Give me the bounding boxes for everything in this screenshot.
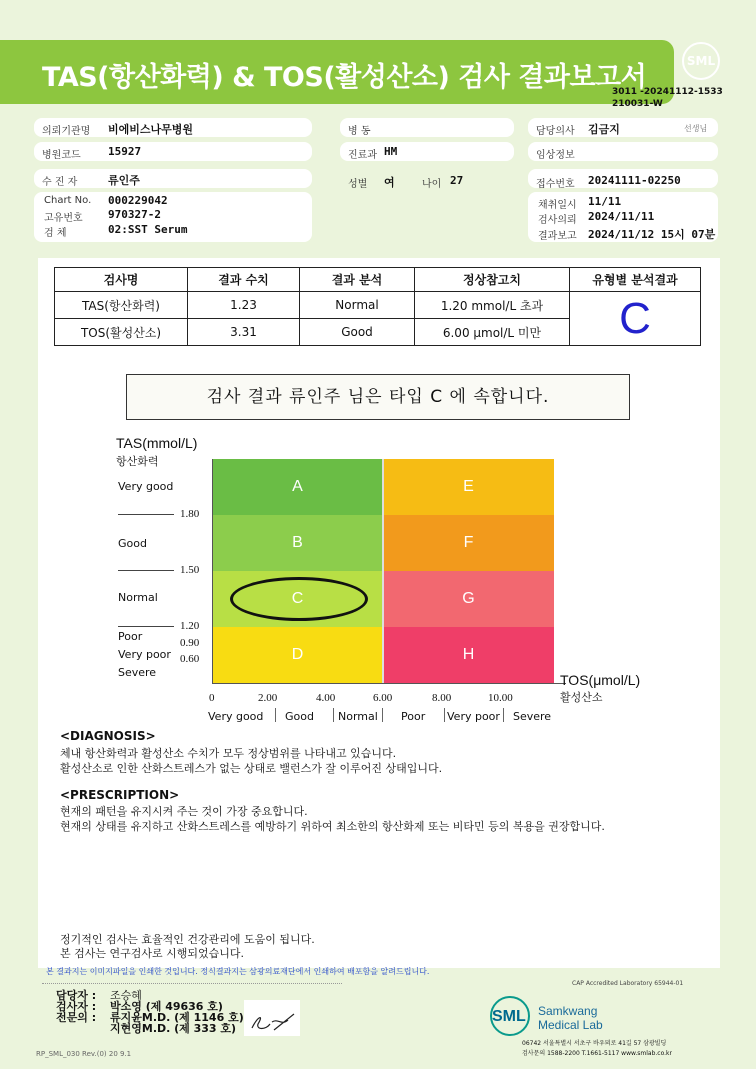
y-cat-poor: Poor [118,630,143,643]
dept-label: 진료과 [348,150,377,161]
y-tick: 0.60 [180,653,200,665]
x-tick: 4.00 [316,692,336,704]
prescription-heading: <PRESCRIPTION> [60,788,180,802]
zone-label: G [462,590,475,607]
x-tick: 8.00 [432,692,452,704]
patient-value: 류인주 [108,174,140,187]
center-divider [382,459,384,683]
form-id: RP_SML_030 Rev.(0) 20 9.1 [36,1050,132,1058]
zone-g [383,571,554,627]
summary-box: 검사 결과 류인주 님은 타입 C 에 속합니다. [126,374,630,420]
sml-footer-logo: SML [492,1008,526,1025]
y-cat-severe: Severe [118,666,157,679]
x-axis-title-kr: 활성산소 [560,691,603,704]
y-cat-very-good: Very good [118,480,174,493]
report-title: TAS(항산화력) & TOS(활성산소) 검사 결과보고서 [42,62,647,93]
doc-id [612,86,723,110]
id-label: 고유번호 [44,213,83,224]
x-axis-title: TOS(μmol/L) [560,672,641,688]
expert-2: 지현영M.D. (제 333 호) [110,1022,237,1035]
staff-value: 조승혜 [110,989,142,1002]
y-tick: 0.90 [180,637,200,649]
zone-d [212,627,383,683]
report-value: 2024/11/12 15시 07분 [588,228,716,241]
note-line-2: 본 검사는 연구검사로 시행되었습니다. [60,947,245,960]
image-print-warning: 본 결과지는 이미지파일을 인쇄한 것입니다. 정식결과지는 삼광의료재단에서 인쇄하여 배포함을 알려드립니다. [46,967,430,976]
highlight-ellipse [230,577,368,621]
code-label: 병원코드 [42,150,81,161]
expert-label: 전문의 : [56,1011,97,1024]
y-cat-very-poor: Very poor [118,648,171,661]
specimen-value: 02:SST Serum [108,223,188,236]
x-cat-very-good: Very good [208,710,264,723]
tos-analysis: Good [300,319,415,346]
lab-address: 06742 서울특별시 서초구 바우뫼로 41길 57 삼광빌딩 [522,1040,667,1047]
note-line-1: 정기적인 검사는 효율적인 건강관리에 도움이 됩니다. [60,933,315,946]
zone-label: H [462,646,475,663]
y-divider [118,626,174,627]
dept-value: HM [384,145,398,158]
tester-value: 박소영 (제 49636 호) [110,1000,223,1013]
expert-1: 류지윤M.D. (제 1146 호) [110,1011,244,1024]
code-value: 15927 [108,145,142,158]
col-reference: 정상참고치 [415,268,570,292]
tas-analysis: Normal [300,292,415,319]
type-result-cell [570,292,701,346]
staff-label: 담당자 : [56,989,97,1002]
tas-name: TAS(항산화력) [55,292,188,319]
x-tick: 0 [209,692,215,704]
results-table [54,267,701,346]
sex-value: 여 [384,176,395,189]
hospital-value: 비에비스나무병원 [108,123,194,136]
y-tick: 1.20 [180,620,200,632]
y-divider [118,514,174,515]
results-header-row [55,268,701,292]
type-grid [212,459,554,683]
sex-label: 성별 [348,179,368,190]
sml-logo: SML [682,42,720,80]
cap-accreditation: CAP Accredited Laboratory 65944-01 [572,980,684,987]
zone-e [383,459,554,515]
zone-label: F [463,534,474,551]
table-row [55,292,701,319]
y-tick: 1.80 [180,508,200,520]
zone-label: C [291,590,304,607]
report-label: 결과보고 [538,231,577,242]
x-axis-line [212,683,566,684]
patient-label: 수 진 자 [42,177,78,188]
y-tick: 1.50 [180,564,200,576]
age-value: 27 [450,174,464,187]
doctor-label: 담당의사 [536,126,575,137]
lab-name-1: Samkwang [538,1004,598,1018]
col-type: 유형별 분석결과 [570,268,701,292]
clinical-label: 임상정보 [536,150,575,161]
tester-label: 검사자 : [56,1000,97,1013]
tos-value: 3.31 [188,319,300,346]
y-axis-title: TAS(mmol/L) [116,435,198,451]
zone-f [383,515,554,571]
x-cat-very-poor: Very poor [447,710,500,723]
y-cat-normal: Normal [118,591,158,604]
zone-a [212,459,383,515]
zone-label: A [292,478,303,495]
type-result: C [619,293,651,343]
x-divider [382,708,383,722]
request-label: 검사의뢰 [538,215,577,226]
y-cat-good: Good [118,537,147,550]
col-test-name: 검사명 [55,268,188,292]
x-divider [275,708,276,722]
x-cat-good: Good [285,710,314,723]
zone-label: B [292,534,303,551]
x-tick: 10.00 [488,692,513,704]
col-analysis: 결과 분석 [300,268,415,292]
y-axis-line [212,459,213,683]
lab-name-2: Medical Lab [538,1018,603,1032]
zone-label: E [463,478,474,495]
signature-image [244,1000,300,1036]
chart-value: 000229042 [108,194,168,207]
zone-b [212,515,383,571]
lab-phone: 검사문의 1588-2200 T.1661-5117 www.smlab.co.kr [522,1050,672,1057]
id-value: 970327-2 [108,208,161,221]
x-tick: 2.00 [258,692,278,704]
doctor-suffix: 선생님 [684,124,708,133]
request-value: 2024/11/11 [588,210,655,223]
y-axis-title-kr: 항산화력 [116,455,159,468]
diagnosis-line-2: 활성산소로 인한 산화스트레스가 없는 상태로 밸런스가 잘 이루어진 상태입니다. [60,762,443,775]
doc-id-2: 210031-W [612,99,663,109]
diagnosis-heading: <DIAGNOSIS> [60,729,156,743]
ward-label: 병 동 [348,126,371,137]
tas-value: 1.23 [188,292,300,319]
collect-value: 11/11 [588,195,622,208]
specimen-label: 검 체 [44,228,67,239]
zone-h [383,627,554,683]
chart-label: Chart No. [44,195,92,206]
x-cat-severe: Severe [513,710,552,723]
y-divider [118,570,174,571]
x-divider [503,708,504,722]
age-label: 나이 [422,179,442,190]
x-cat-poor: Poor [401,710,426,723]
reception-value: 20241111-02250 [588,174,681,187]
doctor-value: 김금지 [588,123,620,136]
diagnosis-line-1: 체내 항산화력과 활성산소 수치가 모두 정상범위를 나타내고 있습니다. [60,747,397,760]
tos-name: TOS(활성산소) [55,319,188,346]
zone-label: D [291,646,304,663]
collect-label: 채취일시 [538,200,577,211]
x-divider [333,708,334,722]
reception-label: 접수번호 [536,179,575,190]
x-divider [444,708,445,722]
prescription-line-1: 현재의 패턴을 유지시켜 주는 것이 가장 중요합니다. [60,805,308,818]
prescription-line-2: 현재의 상태를 유지하고 산화스트레스를 예방하기 위하여 최소한의 항산화제 또는 비타민 등의 복용을 권장합니다. [60,820,605,833]
x-tick: 6.00 [373,692,393,704]
hospital-label: 의뢰기관명 [42,126,91,137]
col-value: 결과 수치 [188,268,300,292]
doc-id-1: 3011 -20241112-1533 [612,87,723,97]
fine-print-line [42,978,342,984]
x-cat-normal: Normal [338,710,378,723]
tas-reference: 1.20 mmol/L 초과 [415,292,570,319]
tos-reference: 6.00 μmol/L 미만 [415,319,570,346]
